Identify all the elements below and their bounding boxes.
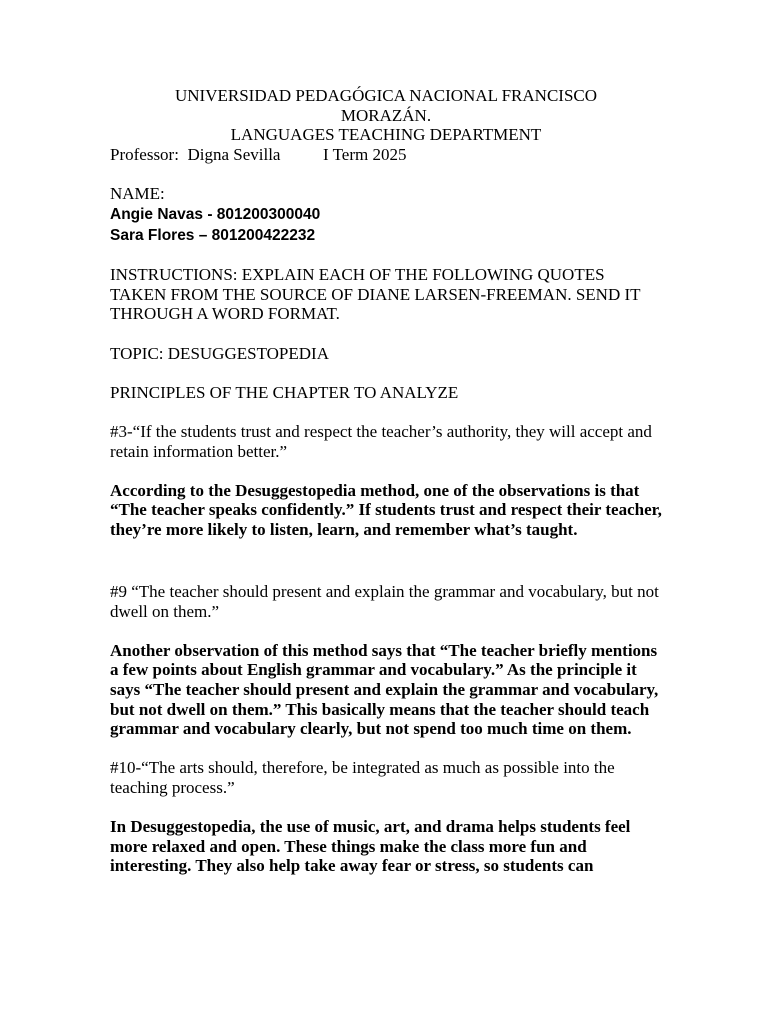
department-name: LANGUAGES TEACHING DEPARTMENT	[230, 125, 542, 145]
principle-answer-10: In Desuggestopedia, the use of music, art, and drama helps students feel more relaxed and open. These things make the class more fun and interesting. They also help take away fear or stress, so students can	[110, 817, 631, 876]
university-name-line1: UNIVERSIDAD PEDAGÓGICA NACIONAL FRANCISCO	[174, 86, 598, 105]
term: I Term 2025	[322, 144, 407, 164]
professor-line	[110, 145, 662, 165]
principle-answer-3: According to the Desuggestopedia method, one of the observations is that “The teacher speaks confidently.” If students trust and respect their teacher, they’re more likely to listen, learn, and remember what’s taught.	[110, 480, 662, 539]
university-name-line2: MORAZÁN.	[340, 105, 432, 125]
name-label: NAME:	[110, 183, 165, 203]
student-name-2: Sara Flores – 801200422232	[110, 226, 316, 244]
principle-quote-9: #9 “The teacher should present and explain the grammar and vocabulary, but not dwell on them.”	[110, 582, 659, 621]
principle-quote-10: #10-“The arts should, therefore, be integrated as much as possible into the teaching process.”	[110, 758, 615, 797]
student-name-1: Angie Navas - 801200300040	[110, 205, 321, 223]
document-body	[110, 86, 662, 876]
topic: TOPIC: DESUGGESTOPEDIA	[110, 343, 329, 363]
principle-answer-9: Another observation of this method says that “The teacher briefly mentions a few points about English grammar and vocabulary.” As the principle it says “The teacher should present and explain the grammar and vocabulary, but not dwell on them.” This basically means that the teacher should teach grammar and vocabulary clearly, but not spend too much time on them.	[110, 640, 659, 739]
instructions: INSTRUCTIONS: EXPLAIN EACH OF THE FOLLOWING QUOTES TAKEN FROM THE SOURCE OF DIANE LARSEN-FREEMAN. SEND IT THROUGH A WORD FORMAT.	[110, 265, 641, 324]
professor-label: Professor:	[110, 144, 179, 164]
principle-quote-3: #3-“If the students trust and respect the teacher’s authority, they will accept and retain information better.”	[110, 421, 652, 461]
professor-name: Digna Sevilla	[187, 144, 281, 164]
principles-heading: PRINCIPLES OF THE CHAPTER TO ANALYZE	[110, 382, 459, 402]
